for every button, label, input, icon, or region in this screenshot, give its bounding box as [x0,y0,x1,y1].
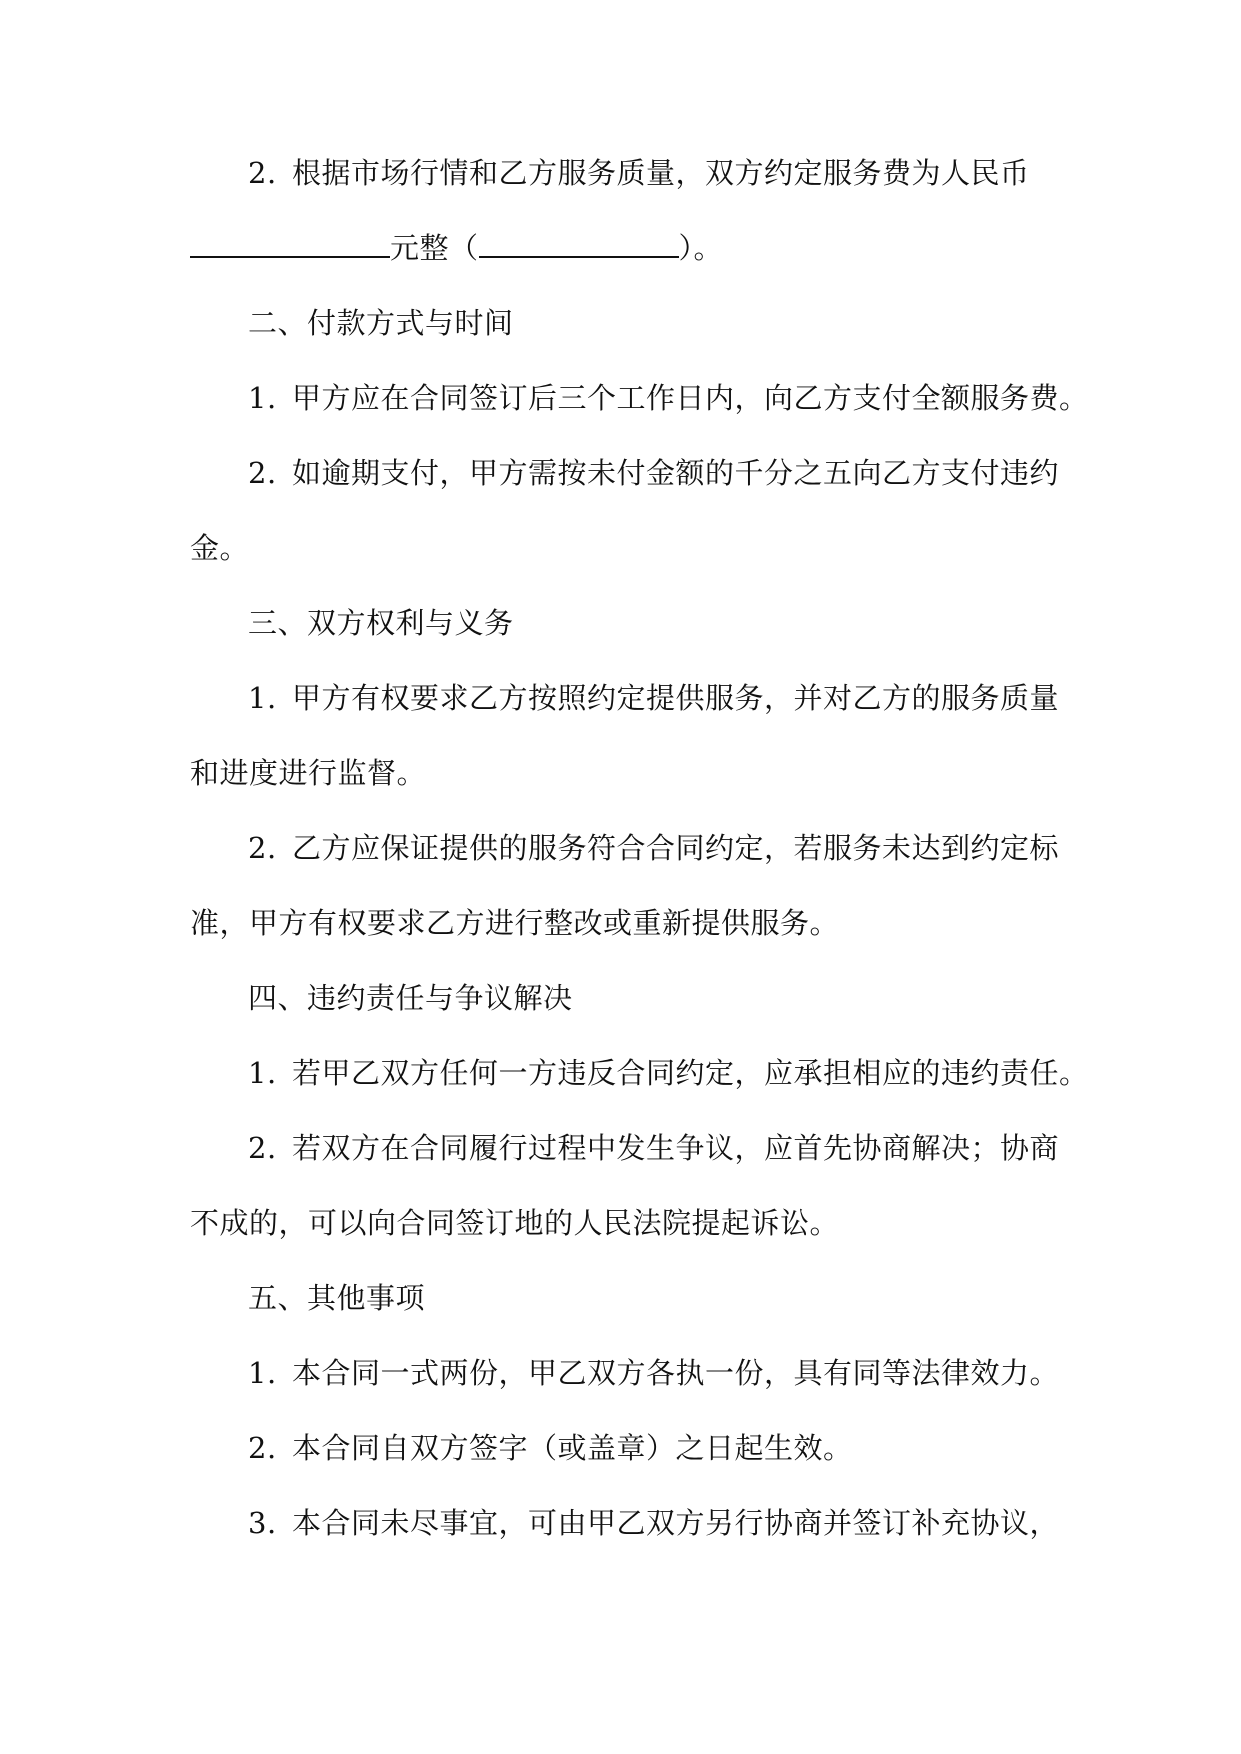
clause-number: 1. [248,1056,277,1090]
clause-text: 和进度进行监督。 [190,756,427,790]
clause-text: 根据市场行情和乙方服务质量，双方约定服务费为人民币 [292,156,1030,190]
clause-payment-1 [190,361,1089,436]
clause-number: 3. [248,1506,277,1540]
clause-number: 2. [248,156,277,190]
clause-liability-2-cont [190,1186,1060,1261]
clause-text: 不成的，可以向合同签订地的人民法院提起诉讼。 [190,1206,840,1240]
document-body [190,136,1089,1561]
clause-text: 金。 [190,531,250,565]
section-heading-text: 二、付款方式与时间 [248,306,514,340]
clause-text: 本合同自双方签字（或盖章）之日起生效。 [292,1431,853,1465]
clause-text: 乙方应保证提供的服务符合合同约定，若服务未达到约定标 [292,831,1060,865]
clause-other-2 [190,1411,1060,1486]
clause-rights-1-cont [190,736,1060,811]
clause-text: 本合同未尽事宜，可由甲乙双方另行协商并签订补充协议， [292,1506,1060,1540]
clause-number: 2. [248,1131,277,1165]
clause-rights-1 [190,661,1060,736]
clause-payment-2 [190,436,1060,511]
clause-text: 若双方在合同履行过程中发生争议，应首先协商解决；协商 [292,1131,1060,1165]
clause-text: 如逾期支付，甲方需按未付金额的千分之五向乙方支付违约 [292,456,1060,490]
clause-other-1 [190,1336,1060,1411]
clause-number: 2. [248,831,277,865]
clause-number: 1. [248,381,277,415]
fee-text-a: 元整（ [390,231,479,265]
clause-fee-amount [190,136,1060,211]
clause-payment-2-cont [190,511,1060,586]
clause-text: 本合同一式两份，甲乙双方各执一份，具有同等法律效力。 [292,1356,1060,1390]
clause-number: 2. [248,456,277,490]
clause-other-3 [190,1486,1060,1561]
amount-blank-field[interactable] [190,226,390,258]
clause-rights-2 [190,811,1060,886]
clause-text: 准，甲方有权要求乙方进行整改或重新提供服务。 [190,906,840,940]
clause-liability-2 [190,1111,1060,1186]
amount-words-blank-field[interactable] [479,226,679,258]
section-heading-other [190,1261,1060,1336]
clause-text: 若甲乙双方任何一方违反合同约定，应承担相应的违约责任。 [292,1056,1089,1090]
clause-text: 甲方有权要求乙方按照约定提供服务，并对乙方的服务质量 [292,681,1060,715]
section-heading-payment [190,286,1060,361]
clause-rights-2-cont [190,886,1060,961]
section-heading-text: 五、其他事项 [248,1281,426,1315]
section-heading-text: 四、违约责任与争议解决 [248,981,573,1015]
section-heading-liability [190,961,1060,1036]
clause-number: 1. [248,681,277,715]
section-heading-text: 三、双方权利与义务 [248,606,514,640]
clause-number: 1. [248,1356,277,1390]
fee-blank-line [190,211,1060,286]
section-heading-rights [190,586,1060,661]
clause-number: 2. [248,1431,277,1465]
fee-text-b: ）。 [678,231,724,265]
clause-text: 甲方应在合同签订后三个工作日内，向乙方支付全额服务费。 [292,381,1089,415]
clause-liability-1 [190,1036,1089,1111]
